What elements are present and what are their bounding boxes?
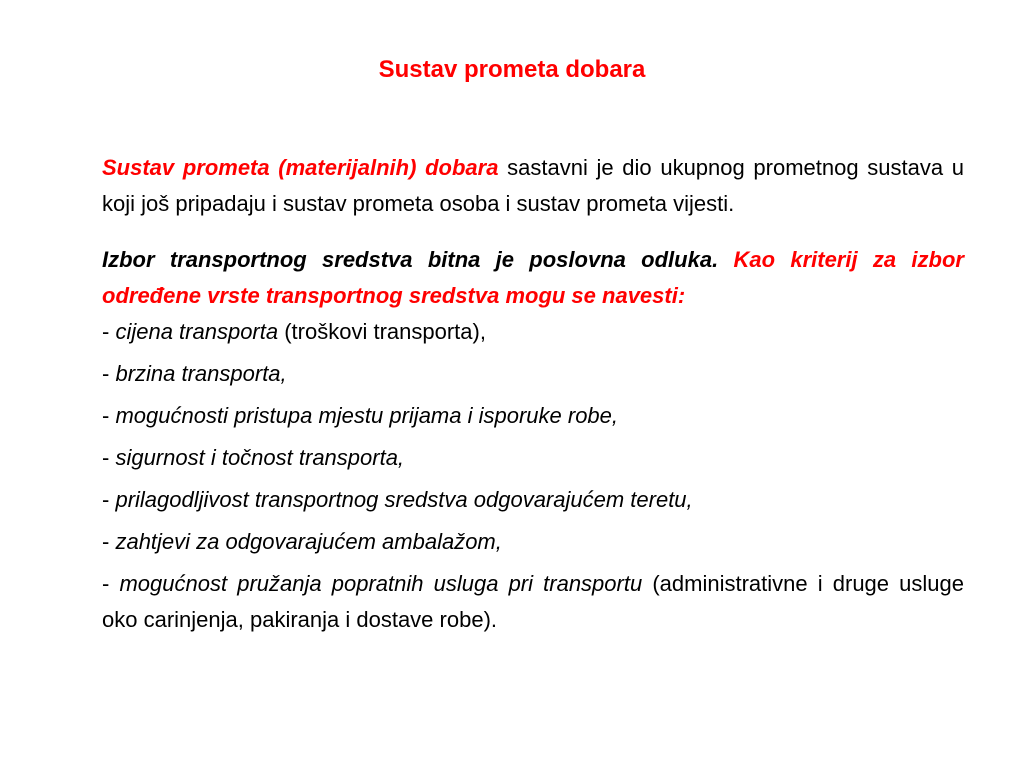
criteria-dash: - — [102, 529, 116, 554]
criteria-list — [102, 314, 964, 638]
criteria-bold-lead: Izbor transportnog sredstva bitna je poslovna odluka. — [102, 247, 719, 272]
criteria-plain: (troškovi transporta), — [278, 319, 486, 344]
criteria-italic: mogućnost pružanja popratnih usluga pri transportu — [119, 571, 643, 596]
intro-text: sastavni je dio ukupnog prometnog sustava u koji još pripadaju i sustav prometa osoba i sustav prometa vijesti. — [102, 155, 964, 216]
criteria-item — [102, 314, 964, 350]
criteria-italic: prilagodljivost transportnog sredstva odgovarajućem teretu, — [115, 487, 693, 512]
criteria-italic: zahtjevi za odgovarajućem ambalažom, — [115, 529, 502, 554]
criteria-dash: - — [102, 403, 116, 428]
criteria-dash: - — [102, 487, 116, 512]
slide-content — [102, 150, 964, 638]
criteria-italic: cijena transporta — [115, 319, 279, 344]
criteria-dash: - — [102, 319, 116, 344]
criteria-dash: - — [102, 445, 116, 470]
criteria-italic: sigurnost i točnost transporta, — [115, 445, 405, 470]
criteria-item — [102, 482, 964, 518]
criteria-item — [102, 398, 964, 434]
criteria-red-lead: Kao kriterij za izbor određene vrste transportnog sredstva mogu se navesti: — [102, 247, 964, 308]
criteria-item — [102, 440, 964, 476]
criteria-plain: (administrativne i druge usluge oko carinjenja, pakiranja i dostave robe). — [102, 571, 964, 632]
criteria-dash: - — [102, 571, 120, 596]
criteria-intro-paragraph — [102, 242, 964, 314]
intro-paragraph — [102, 150, 964, 222]
criteria-italic: mogućnosti pristupa mjestu prijama i isporuke robe, — [115, 403, 619, 428]
criteria-dash: - — [102, 361, 116, 386]
slide-title: Sustav prometa dobara — [378, 56, 646, 83]
criteria-item — [102, 524, 964, 560]
intro-highlight: Sustav prometa (materijalnih) dobara — [102, 155, 499, 180]
criteria-italic: brzina transporta, — [115, 361, 287, 386]
criteria-item — [102, 566, 964, 638]
criteria-item — [102, 356, 964, 392]
